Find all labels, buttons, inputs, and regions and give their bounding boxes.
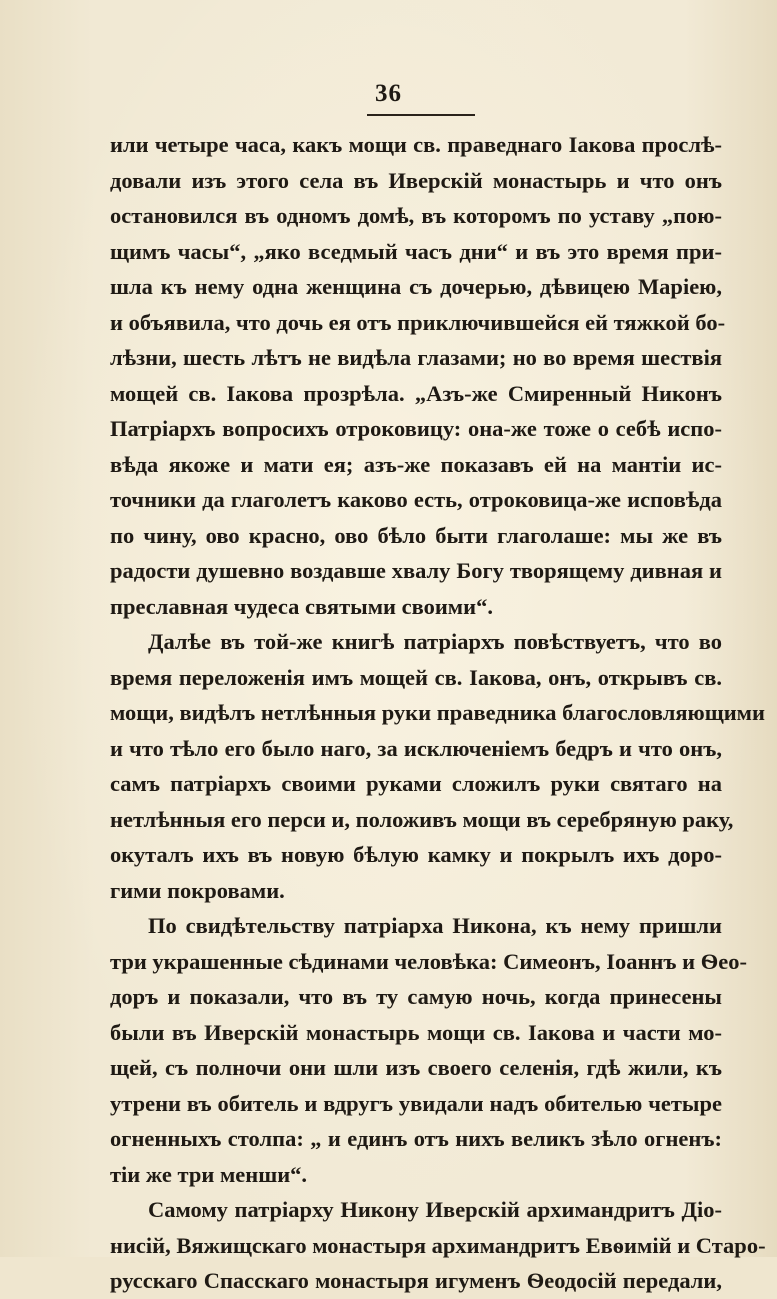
text-line: или четыре часа, какъ мощи св. праведнаго Іакова прослѣ- xyxy=(110,132,722,157)
text-line: шла къ нему одна женщина съ дочерью, дѣвицею Маріею, xyxy=(110,274,722,299)
text-line: точники да глаголетъ каково есть, отроковица-же исповѣда xyxy=(110,487,722,512)
header-rule xyxy=(367,114,475,116)
text-line: вѣда якоже и мати ея; азъ-же показавъ ей на мантіи ис- xyxy=(110,451,722,477)
text-line: самъ патріархъ своими руками сложилъ руки святаго на xyxy=(110,771,722,796)
text-line: лѣзни, шесть лѣтъ не видѣла глазами; но во время шествія xyxy=(110,345,722,370)
text-line: нисій, Вяжищскаго монастыря архимандритъ Евѳимій и Старо- xyxy=(110,1232,766,1258)
text-line: радости душевно воздавше хвалу Богу творящему дивная и xyxy=(110,558,722,583)
paragraph-start-line: Самому патріарху Никону Иверскій архимандритъ Діо- xyxy=(148,1197,722,1222)
paragraph-end-line: тіи же три менши“. xyxy=(110,1161,308,1187)
paragraph-start-line: По свидѣтельству патріарха Никона, къ нему пришли xyxy=(148,913,722,938)
text-line: щей, съ полночи они шли изъ своего селенія, гдѣ жили, къ xyxy=(110,1055,722,1080)
text-line: по чину, ово красно, ово бѣло быти глаголаше: мы же въ xyxy=(110,522,722,548)
text-line: и объявила, что дочь ея отъ приключившейся ей тяжкой бо- xyxy=(110,309,726,335)
text-line: утрени въ обитель и вдругъ увидали надъ обителью четыре xyxy=(110,1090,722,1116)
text-line: мощи, видѣлъ нетлѣнныя руки праведника благословляющими xyxy=(110,700,765,725)
text-line: русскаго Спасскаго монастыря игуменъ Ѳеодосій передали, xyxy=(110,1268,722,1293)
paragraph-end-line: преславная чудеса святыми своими“. xyxy=(110,593,493,619)
text-line: были въ Иверскій монастырь мощи св. Іакова и части мо- xyxy=(110,1019,722,1045)
text-line: мощей св. Іакова прозрѣла. „Азъ-же Смиренный Никонъ xyxy=(110,380,722,406)
text-line: остановился въ одномъ домѣ, въ которомъ по уставу „пою- xyxy=(110,203,722,228)
text-line: довали изъ этого села въ Иверскій монастырь и что онъ xyxy=(110,167,722,193)
page-number: 36 xyxy=(375,80,402,107)
paragraph-end-line: гими покровами. xyxy=(110,877,285,903)
text-line: нетлѣнныя его перси и, положивъ мощи въ серебряную раку, xyxy=(110,806,734,832)
text-line: три украшенные сѣдинами человѣка: Симеонъ, Іоаннъ и Ѳео- xyxy=(110,948,747,974)
text-line: доръ и показали, что въ ту самую ночь, когда принесены xyxy=(110,984,722,1009)
text-line: время переложенія имъ мощей св. Іакова, онъ, открывъ св. xyxy=(110,664,722,690)
text-line: и что тѣло его было наго, за исключеніемъ бедръ и что онъ, xyxy=(110,735,722,761)
text-line: щимъ часы“, „яко вседмый часъ дни“ и въ это время при- xyxy=(110,238,722,264)
paragraph-start-line: Далѣе въ той-же книгѣ патріархъ повѣствуетъ, что во xyxy=(148,629,722,654)
text-line: окуталъ ихъ въ новую бѣлую камку и покрылъ ихъ доро- xyxy=(110,842,722,867)
text-line: Патріархъ вопросихъ отроковицу: она-же тоже о себѣ испо- xyxy=(110,416,722,441)
body-text xyxy=(110,127,766,1299)
text-line: огненныхъ столпа: „ и единъ отъ нихъ великъ зѣло огненъ: xyxy=(110,1126,722,1151)
